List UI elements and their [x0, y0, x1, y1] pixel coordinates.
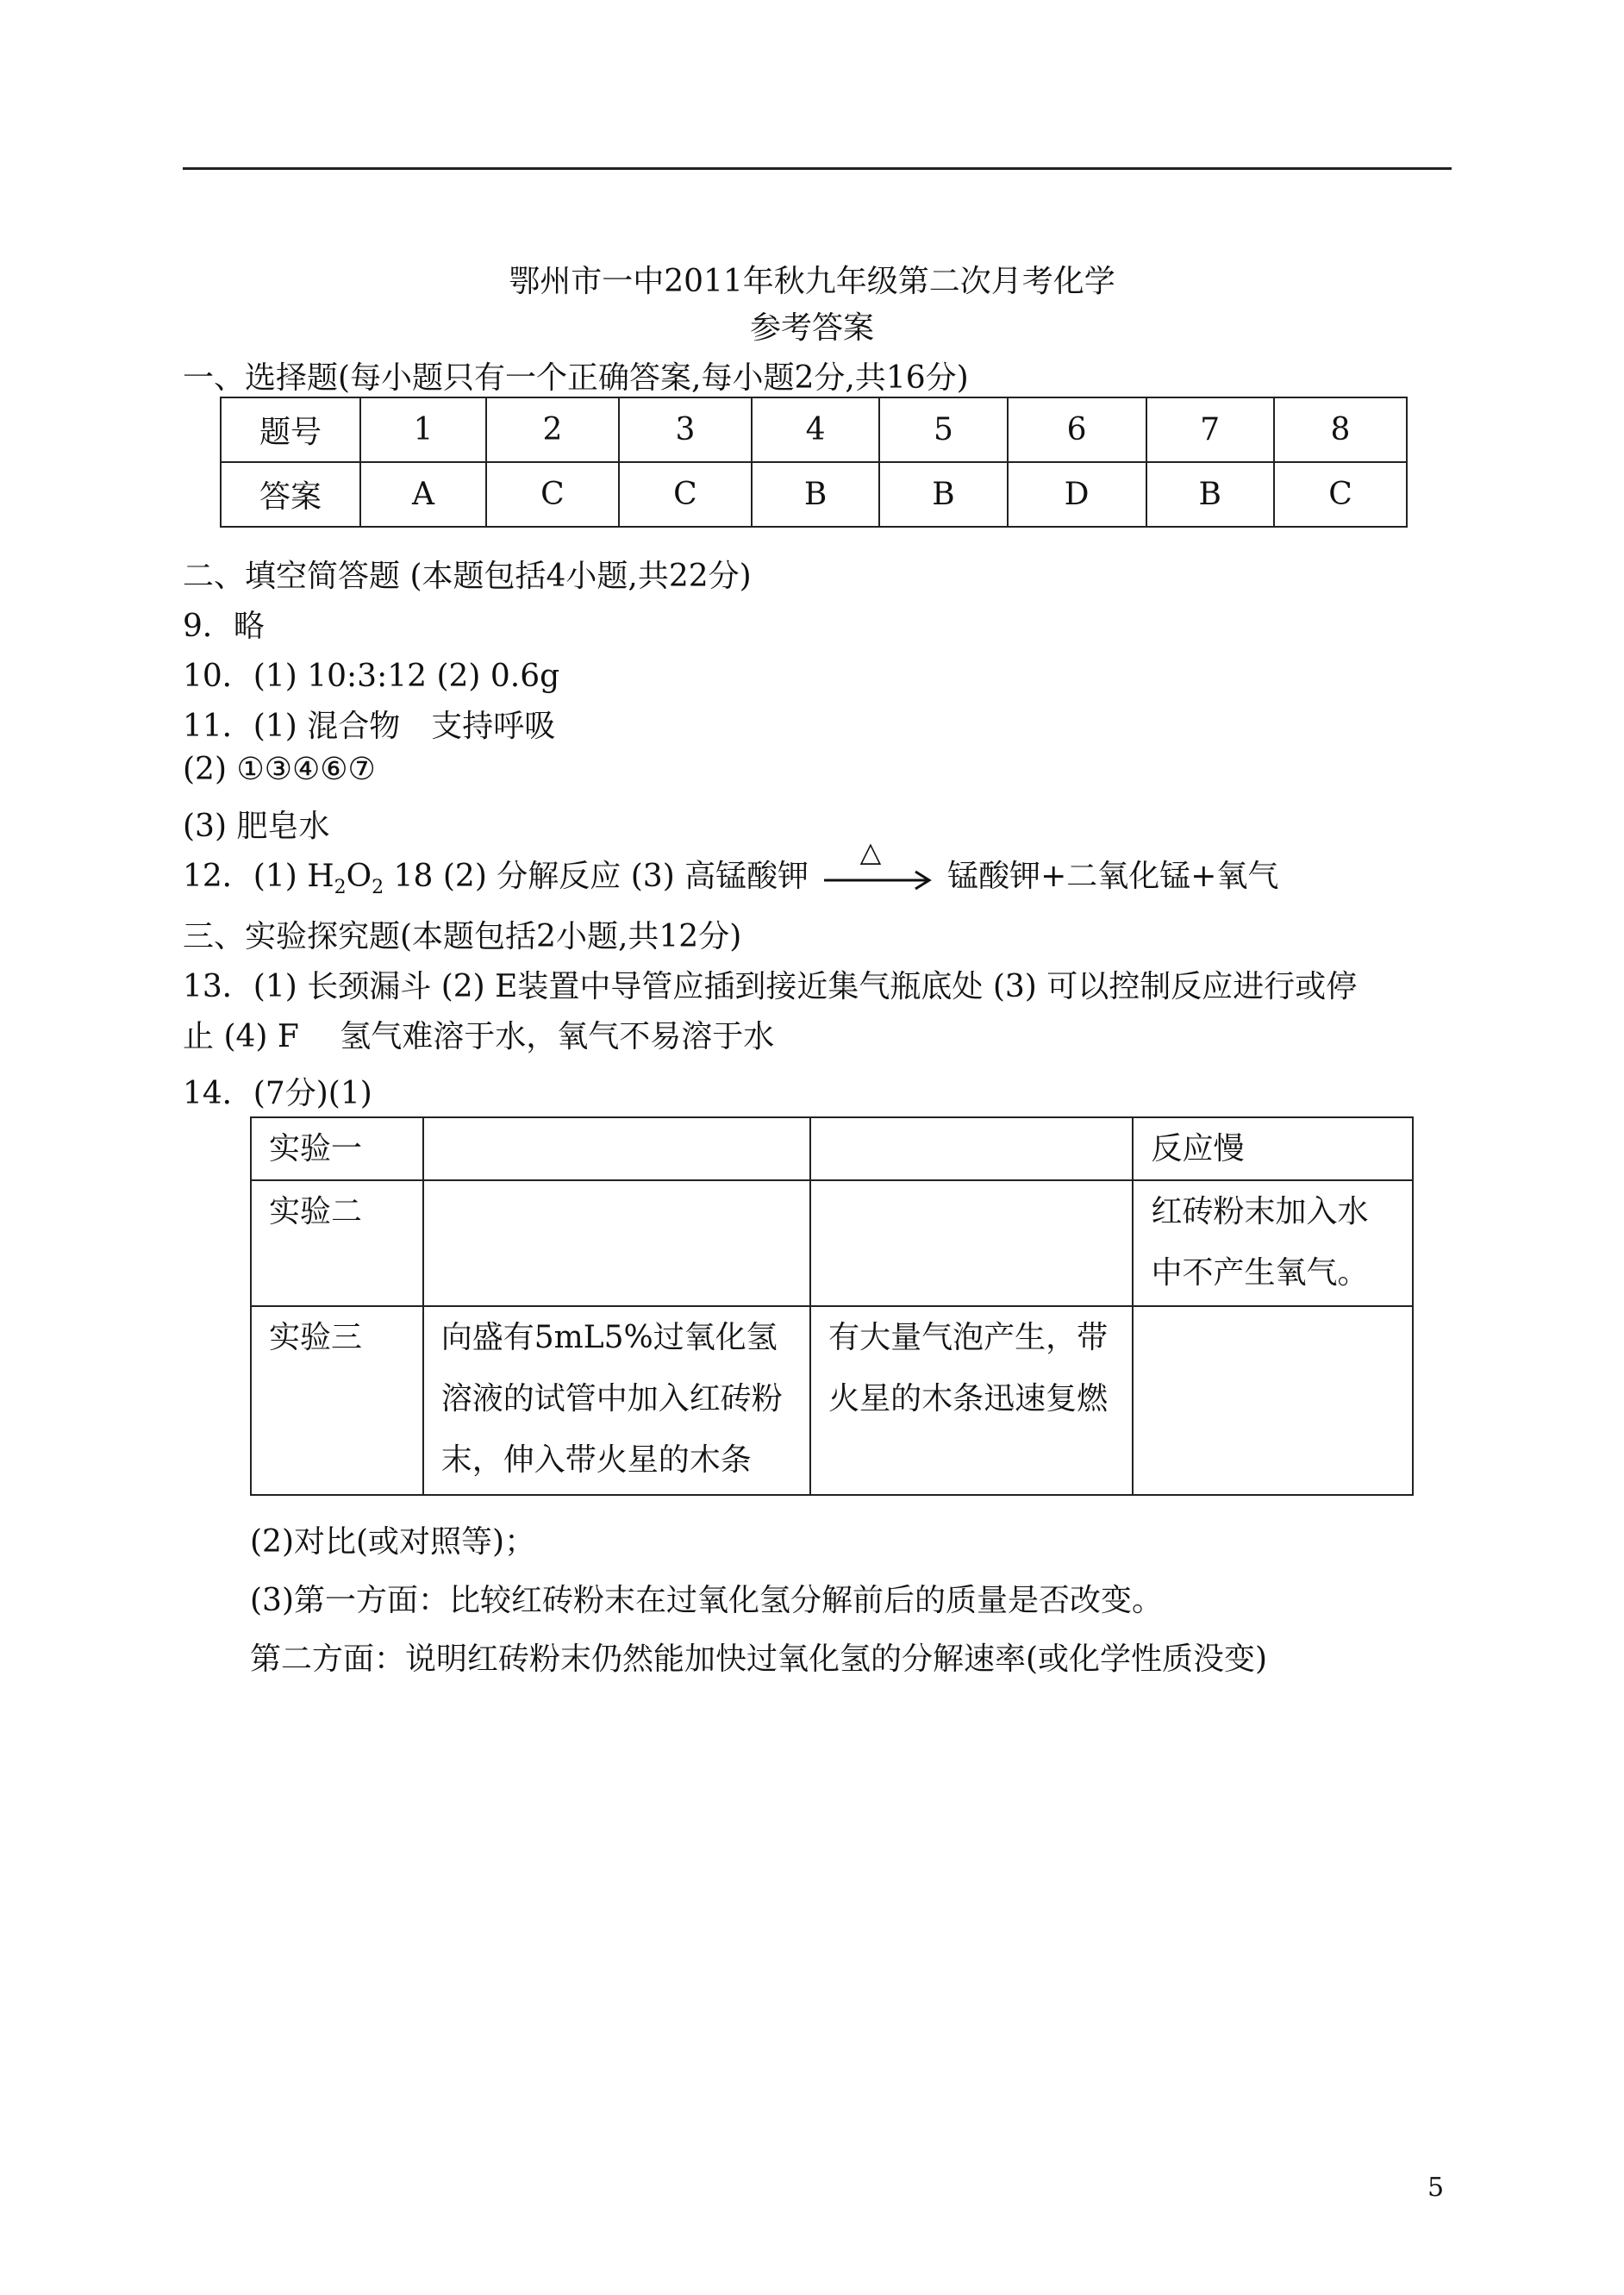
section2-heading: 二、填空简答题 (本题包括4小题,共22分) [183, 559, 752, 594]
table-row [251, 1306, 1413, 1495]
answer-q14-2: (2)对比(或对照等)； [250, 1524, 536, 1560]
table-cell [423, 1117, 810, 1180]
table-cell: 实验一 [251, 1117, 423, 1180]
q12-products: 锰酸钾+二氧化锰+氧气 [947, 859, 1279, 894]
row-label-answer: 答案 [221, 462, 360, 527]
answer-q13-line1: 13．(1) 长颈漏斗 (2) E装置中导管应插到接近集气瓶底处 (3) 可以控制反应进行或停 [183, 969, 1358, 1004]
table-row [251, 1180, 1413, 1306]
table-cell: B [879, 462, 1007, 527]
table-cell: 反应慢 [1133, 1117, 1413, 1180]
heat-symbol: △ [859, 835, 882, 868]
page-title: 鄂州市一中2011年秋九年级第二次月考化学 [509, 264, 1115, 299]
table-cell [423, 1180, 810, 1306]
table-cell: A [360, 462, 486, 527]
answer-q9: 9．略 [183, 609, 265, 644]
table-cell: C [1274, 462, 1407, 527]
table-row [251, 1117, 1413, 1180]
table-cell: 红砖粉末加入水中不产生氧气。 [1133, 1180, 1413, 1306]
page-subtitle: 参考答案 [749, 310, 874, 346]
answer-q11-3: (3) 肥皂水 [183, 809, 330, 844]
table-cell: 实验二 [251, 1180, 423, 1306]
section3-heading: 三、实验探究题(本题包括2小题,共12分) [183, 919, 742, 954]
table-cell [810, 1180, 1133, 1306]
reaction-arrow-icon [822, 835, 934, 896]
table-cell: 6 [1008, 397, 1146, 462]
answer-table [220, 397, 1408, 528]
answer-q12 [183, 835, 1279, 899]
page-number: 5 [1427, 2173, 1445, 2203]
q12-oxygen: O [346, 859, 372, 894]
row-label-number: 题号 [221, 397, 360, 462]
table-cell [810, 1117, 1133, 1180]
answer-q11-2: (2) ①③④⑥⑦ [183, 752, 376, 787]
table-cell: 8 [1274, 397, 1407, 462]
answer-q14: 14．(7分)(1) [183, 1076, 372, 1111]
experiment-table [250, 1116, 1414, 1496]
table-cell: 4 [752, 397, 879, 462]
section1-heading: 一、选择题(每小题只有一个正确答案,每小题2分,共16分) [183, 360, 969, 396]
answer-q14-3: (3)第一方面：比较红砖粉末在过氧化氢分解前后的质量是否改变。 [250, 1583, 1163, 1618]
table-cell: C [486, 462, 619, 527]
table-row [221, 397, 1407, 462]
answer-q14-4: 第二方面：说明红砖粉末仍然能加快过氧化氢的分解速率(或化学性质没变) [250, 1642, 1268, 1677]
q12-middle: 18 (2) 分解反应 (3) 高锰酸钾 [384, 859, 809, 894]
table-row [221, 462, 1407, 527]
q12-prefix: 12．(1) H [183, 859, 334, 894]
table-cell: B [752, 462, 879, 527]
table-cell: B [1146, 462, 1274, 527]
table-cell: 1 [360, 397, 486, 462]
subscript: 2 [372, 877, 384, 899]
table-cell: 有大量气泡产生，带火星的木条迅速复燃 [810, 1306, 1133, 1495]
answer-q10: 10．(1) 10:3:12 (2) 0.6g [183, 659, 560, 694]
table-cell: 向盛有5mL5%过氧化氢溶液的试管中加入红砖粉末，伸入带火星的木条 [423, 1306, 810, 1495]
table-cell: D [1008, 462, 1146, 527]
table-cell: 2 [486, 397, 619, 462]
table-cell: 实验三 [251, 1306, 423, 1495]
table-cell: 5 [879, 397, 1007, 462]
table-cell: 7 [1146, 397, 1274, 462]
subscript: 2 [334, 877, 347, 899]
table-cell: 3 [619, 397, 752, 462]
table-cell: C [619, 462, 752, 527]
answer-q11-1: 11．(1) 混合物 支持呼吸 [183, 709, 556, 744]
header-rule [183, 167, 1452, 170]
table-cell [1133, 1306, 1413, 1495]
answer-q13-line2: 止 (4) F 氢气难溶于水，氧气不易溶于水 [183, 1019, 775, 1054]
